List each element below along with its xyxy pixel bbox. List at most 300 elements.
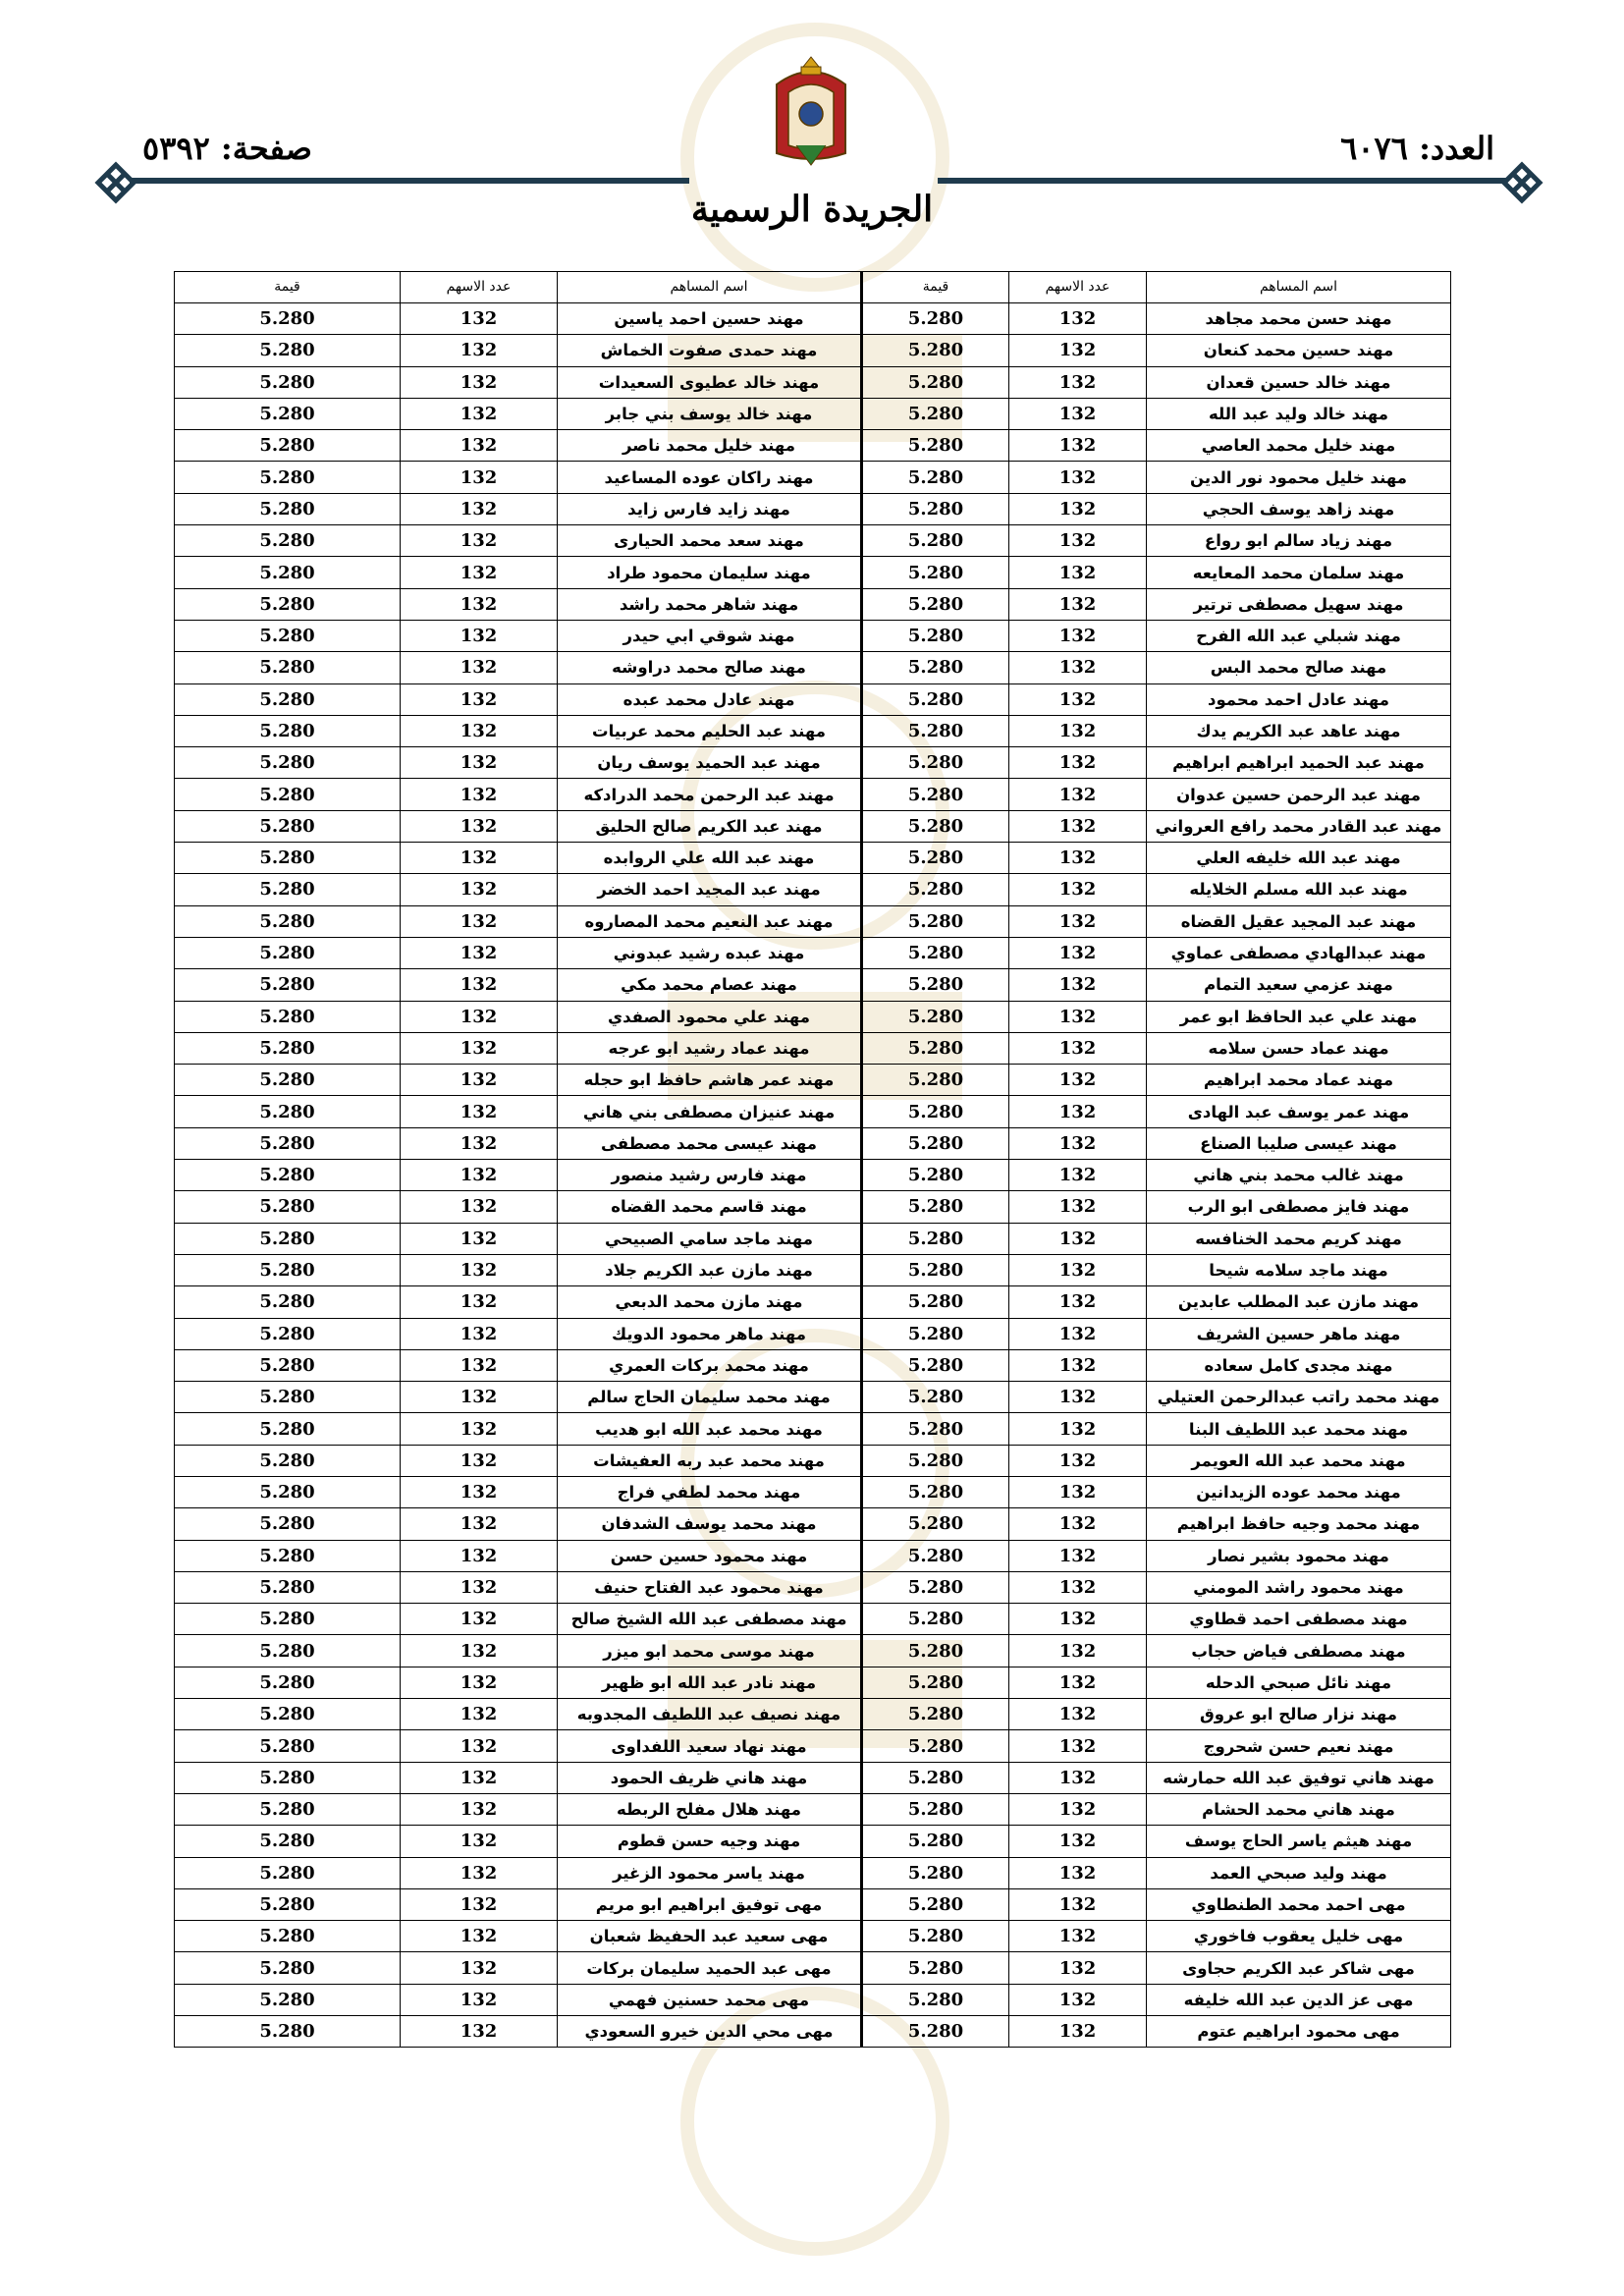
share-value: 5.280 xyxy=(862,1160,1009,1191)
share-count: 132 xyxy=(401,843,558,874)
share-value: 5.280 xyxy=(175,620,401,651)
share-count: 132 xyxy=(401,1127,558,1159)
table-row xyxy=(175,1699,1451,1730)
share-count: 132 xyxy=(1009,366,1147,398)
share-value: 5.280 xyxy=(175,1826,401,1857)
share-count: 132 xyxy=(401,1223,558,1254)
table-row xyxy=(175,1223,1451,1254)
share-count: 132 xyxy=(1009,1921,1147,1952)
shareholder-name: مهند عمر هاشم حافظ ابو حجله xyxy=(558,1065,862,1096)
shareholder-name: مهند محمد بركات العمري xyxy=(558,1349,862,1381)
share-count: 132 xyxy=(1009,525,1147,557)
share-value: 5.280 xyxy=(862,1699,1009,1730)
table-header-row xyxy=(175,272,1451,303)
shareholder-name: مهند مازن عبد الكريم جلاد xyxy=(558,1254,862,1285)
share-value: 5.280 xyxy=(862,715,1009,746)
shareholder-name: مهند عزمي سعيد التمام xyxy=(1147,969,1451,1001)
share-count: 132 xyxy=(1009,1730,1147,1762)
shareholder-name: مهند عماد محمد ابراهيم xyxy=(1147,1065,1451,1096)
share-count: 132 xyxy=(1009,1445,1147,1476)
shareholder-name: مهند عادل محمد عبده xyxy=(558,683,862,715)
share-count: 132 xyxy=(401,1096,558,1127)
jordan-coat-of-arms-icon xyxy=(769,55,853,169)
shareholder-name: مهند مازن محمد الدبعي xyxy=(558,1286,862,1318)
shareholder-name: مهند عبد الله مسلم الخلايله xyxy=(1147,874,1451,905)
share-count: 132 xyxy=(1009,937,1147,968)
share-count: 132 xyxy=(1009,1888,1147,1920)
share-value: 5.280 xyxy=(175,905,401,937)
share-count: 132 xyxy=(1009,1476,1147,1507)
share-count: 132 xyxy=(1009,969,1147,1001)
share-value: 5.280 xyxy=(175,1730,401,1762)
table-row xyxy=(175,430,1451,462)
shareholder-name: مهند عبد الحميد ابراهيم ابراهيم xyxy=(1147,747,1451,779)
share-count: 132 xyxy=(401,1635,558,1667)
share-value: 5.280 xyxy=(175,1571,401,1603)
share-count: 132 xyxy=(401,1476,558,1507)
shareholder-name: مهند هيثم ياسر الحاج يوسف xyxy=(1147,1826,1451,1857)
share-value: 5.280 xyxy=(862,493,1009,524)
share-count: 132 xyxy=(401,1952,558,1984)
table-row xyxy=(175,1730,1451,1762)
shareholder-name: مهى محي الدين خيرو السعودي xyxy=(558,2016,862,2048)
share-value: 5.280 xyxy=(175,1699,401,1730)
share-value: 5.280 xyxy=(175,874,401,905)
shareholder-name: مهند عماد حسن سلامه xyxy=(1147,1032,1451,1064)
table-row xyxy=(175,588,1451,620)
shareholder-name: مهند مصطفى عبد الله الشيخ صالح xyxy=(558,1604,862,1635)
shareholder-name: مهى عبد الحميد سليمان بركات xyxy=(558,1952,862,1984)
shareholder-name: مهند خالد وليد عبد الله xyxy=(1147,398,1451,429)
share-value: 5.280 xyxy=(175,430,401,462)
share-count: 132 xyxy=(1009,398,1147,429)
share-count: 132 xyxy=(1009,1984,1147,2015)
share-value: 5.280 xyxy=(175,1223,401,1254)
share-value: 5.280 xyxy=(175,303,401,335)
share-count: 132 xyxy=(401,1318,558,1349)
table-row xyxy=(175,1349,1451,1381)
shareholder-name: مهند زاهد يوسف الحجي xyxy=(1147,493,1451,524)
shareholder-name: مهند ياسر محمود الزغير xyxy=(558,1857,862,1888)
share-count: 132 xyxy=(1009,1952,1147,1984)
share-count: 132 xyxy=(1009,493,1147,524)
shareholder-name: مهند راكان عوده المساعيد xyxy=(558,462,862,493)
share-value: 5.280 xyxy=(862,1349,1009,1381)
shareholder-name: مهند محمد لطفي فراج xyxy=(558,1476,862,1507)
shareholder-name: مهند محمد عوده الزيدانين xyxy=(1147,1476,1451,1507)
share-value: 5.280 xyxy=(175,1286,401,1318)
share-value: 5.280 xyxy=(175,1635,401,1667)
table-row xyxy=(175,1160,1451,1191)
share-count: 132 xyxy=(1009,1223,1147,1254)
share-count: 132 xyxy=(401,1065,558,1096)
shareholder-name: مهند كريم محمد الخنافسه xyxy=(1147,1223,1451,1254)
share-count: 132 xyxy=(401,874,558,905)
share-value: 5.280 xyxy=(175,1254,401,1285)
share-count: 132 xyxy=(401,1445,558,1476)
share-value: 5.280 xyxy=(862,1001,1009,1032)
page-number: صفحة: ٥٣٩٢ xyxy=(142,130,312,167)
share-value: 5.280 xyxy=(862,1793,1009,1825)
table-row xyxy=(175,1826,1451,1857)
table-row xyxy=(175,810,1451,842)
share-count: 132 xyxy=(1009,1318,1147,1349)
share-count: 132 xyxy=(1009,1571,1147,1603)
shareholder-name: مهند موسى محمد ابو ميزر xyxy=(558,1635,862,1667)
share-value: 5.280 xyxy=(862,1984,1009,2015)
share-count: 132 xyxy=(1009,1286,1147,1318)
share-count: 132 xyxy=(1009,303,1147,335)
table-row xyxy=(175,1540,1451,1571)
share-count: 132 xyxy=(401,1001,558,1032)
share-value: 5.280 xyxy=(862,620,1009,651)
shareholder-name: مهند خالد عطيوى السعيدات xyxy=(558,366,862,398)
share-value: 5.280 xyxy=(175,335,401,366)
shareholder-name: مهند نعيم حسن شحروج xyxy=(1147,1730,1451,1762)
shareholder-name: مهند عبد الرحمن محمد الدرادكه xyxy=(558,779,862,810)
share-count: 132 xyxy=(401,1667,558,1698)
share-count: 132 xyxy=(401,1604,558,1635)
share-count: 132 xyxy=(401,715,558,746)
share-value: 5.280 xyxy=(862,1667,1009,1698)
shareholder-name: مهند محمود بشير نصار xyxy=(1147,1540,1451,1571)
shareholder-name: مهند حسين محمد كنعان xyxy=(1147,335,1451,366)
shareholder-name: مهند محمد وجيه حافظ ابراهيم xyxy=(1147,1508,1451,1540)
table-row xyxy=(175,1888,1451,1920)
share-value: 5.280 xyxy=(862,2016,1009,2048)
share-value: 5.280 xyxy=(862,1191,1009,1223)
table-row xyxy=(175,1762,1451,1793)
column-header: اسم المساهم xyxy=(558,272,862,303)
share-value: 5.280 xyxy=(862,1730,1009,1762)
share-value: 5.280 xyxy=(175,1984,401,2015)
share-count: 132 xyxy=(1009,1032,1147,1064)
share-count: 132 xyxy=(401,1413,558,1445)
table-row xyxy=(175,1286,1451,1318)
share-count: 132 xyxy=(401,1793,558,1825)
shareholder-name: مهى محمد حسنين فهمي xyxy=(558,1984,862,2015)
share-count: 132 xyxy=(1009,874,1147,905)
shareholder-name: مهند عبد القادر محمد رافع العرواني xyxy=(1147,810,1451,842)
share-value: 5.280 xyxy=(862,1762,1009,1793)
share-count: 132 xyxy=(1009,620,1147,651)
share-value: 5.280 xyxy=(862,843,1009,874)
share-value: 5.280 xyxy=(862,1571,1009,1603)
shareholder-name: مهند نائل صبحي الدحله xyxy=(1147,1667,1451,1698)
table-row xyxy=(175,1635,1451,1667)
share-value: 5.280 xyxy=(862,462,1009,493)
share-count: 132 xyxy=(1009,1382,1147,1413)
share-value: 5.280 xyxy=(862,683,1009,715)
shareholder-name: مهند خليل محمود نور الدين xyxy=(1147,462,1451,493)
share-count: 132 xyxy=(401,1160,558,1191)
share-count: 132 xyxy=(401,937,558,968)
share-count: 132 xyxy=(401,430,558,462)
shareholder-name: مهند حسن محمد مجاهد xyxy=(1147,303,1451,335)
table-row xyxy=(175,2016,1451,2048)
table-row xyxy=(175,493,1451,524)
share-value: 5.280 xyxy=(862,303,1009,335)
share-value: 5.280 xyxy=(175,462,401,493)
share-value: 5.280 xyxy=(175,588,401,620)
column-header: اسم المساهم xyxy=(1147,272,1451,303)
share-value: 5.280 xyxy=(175,1032,401,1064)
table-row xyxy=(175,652,1451,683)
share-value: 5.280 xyxy=(175,1096,401,1127)
share-value: 5.280 xyxy=(175,937,401,968)
shareholder-name: مهند عبد الحليم محمد عربيات xyxy=(558,715,862,746)
share-value: 5.280 xyxy=(175,1888,401,1920)
share-value: 5.280 xyxy=(175,1604,401,1635)
shareholder-name: مهند عبدالهادي مصطفى عماوي xyxy=(1147,937,1451,968)
share-count: 132 xyxy=(401,493,558,524)
share-value: 5.280 xyxy=(175,747,401,779)
share-value: 5.280 xyxy=(175,1318,401,1349)
share-value: 5.280 xyxy=(175,1160,401,1191)
share-value: 5.280 xyxy=(175,779,401,810)
share-count: 132 xyxy=(401,1508,558,1540)
share-count: 132 xyxy=(1009,843,1147,874)
share-value: 5.280 xyxy=(175,1921,401,1952)
shareholder-name: مهند عبد الحميد يوسف ريان xyxy=(558,747,862,779)
share-value: 5.280 xyxy=(175,1762,401,1793)
shareholder-name: مهند شوقي ابي حيدر xyxy=(558,620,862,651)
table-row xyxy=(175,1857,1451,1888)
share-value: 5.280 xyxy=(175,557,401,588)
share-value: 5.280 xyxy=(862,1952,1009,1984)
share-count: 132 xyxy=(1009,1349,1147,1381)
share-count: 132 xyxy=(1009,588,1147,620)
share-count: 132 xyxy=(401,1984,558,2015)
table-row xyxy=(175,398,1451,429)
share-value: 5.280 xyxy=(862,335,1009,366)
share-count: 132 xyxy=(401,683,558,715)
table-row xyxy=(175,843,1451,874)
share-count: 132 xyxy=(1009,715,1147,746)
shareholder-name: مهند ماهر حسين الشريف xyxy=(1147,1318,1451,1349)
shareholder-name: مهى عز الدين عبد الله خليفه xyxy=(1147,1984,1451,2015)
share-value: 5.280 xyxy=(175,1349,401,1381)
table-row xyxy=(175,937,1451,968)
share-value: 5.280 xyxy=(175,2016,401,2048)
share-count: 132 xyxy=(1009,1826,1147,1857)
share-value: 5.280 xyxy=(175,1413,401,1445)
shareholder-name: مهند وليد صبحي العمد xyxy=(1147,1857,1451,1888)
shareholder-name: مهند صالح محمد دراوشه xyxy=(558,652,862,683)
share-value: 5.280 xyxy=(862,1127,1009,1159)
shareholder-name: مهند هاني ظريف الحمود xyxy=(558,1762,862,1793)
share-value: 5.280 xyxy=(862,1508,1009,1540)
share-value: 5.280 xyxy=(175,398,401,429)
share-count: 132 xyxy=(1009,1508,1147,1540)
table-row xyxy=(175,335,1451,366)
share-count: 132 xyxy=(1009,810,1147,842)
header-rule-right xyxy=(938,178,1507,184)
table-row xyxy=(175,1667,1451,1698)
share-count: 132 xyxy=(401,1032,558,1064)
shareholder-name: مهند محمد عبد اللطيف البنا xyxy=(1147,1413,1451,1445)
share-count: 132 xyxy=(401,1540,558,1571)
share-count: 132 xyxy=(1009,1604,1147,1635)
table-row xyxy=(175,969,1451,1001)
share-count: 132 xyxy=(1009,1191,1147,1223)
share-value: 5.280 xyxy=(862,779,1009,810)
share-value: 5.280 xyxy=(175,1952,401,1984)
share-value: 5.280 xyxy=(175,1540,401,1571)
share-value: 5.280 xyxy=(862,1635,1009,1667)
share-count: 132 xyxy=(401,1286,558,1318)
table-row xyxy=(175,1984,1451,2015)
share-count: 132 xyxy=(1009,1857,1147,1888)
table-row xyxy=(175,1191,1451,1223)
shareholder-name: مهند خالد حسين قعدان xyxy=(1147,366,1451,398)
share-count: 132 xyxy=(401,2016,558,2048)
shareholder-name: مهند عبد الله علي الروابده xyxy=(558,843,862,874)
shareholder-name: مهند سعد محمد الحيارى xyxy=(558,525,862,557)
share-value: 5.280 xyxy=(862,652,1009,683)
share-value: 5.280 xyxy=(175,1793,401,1825)
shareholder-name: مهند غالب محمد بني هاني xyxy=(1147,1160,1451,1191)
shareholder-name: مهند علي محمود الصفدي xyxy=(558,1001,862,1032)
share-count: 132 xyxy=(1009,1667,1147,1698)
shareholder-name: مهند محمد عبد الله ابو هديب xyxy=(558,1413,862,1445)
table-row xyxy=(175,1476,1451,1507)
share-value: 5.280 xyxy=(175,525,401,557)
share-count: 132 xyxy=(401,1730,558,1762)
share-value: 5.280 xyxy=(175,1445,401,1476)
share-count: 132 xyxy=(401,303,558,335)
table-row xyxy=(175,1127,1451,1159)
table-row xyxy=(175,1001,1451,1032)
share-count: 132 xyxy=(401,462,558,493)
shareholder-name: مهى محمود ابراهيم عتوم xyxy=(1147,2016,1451,2048)
table-row xyxy=(175,1508,1451,1540)
column-header: عدد الاسهم xyxy=(1009,272,1147,303)
share-value: 5.280 xyxy=(862,1476,1009,1507)
gazette-title: الجريدة الرسمية xyxy=(690,189,934,230)
shareholder-name: مهند خليل محمد ناصر xyxy=(558,430,862,462)
shareholder-name: مهند زياد سالم ابو رواع xyxy=(1147,525,1451,557)
table-row xyxy=(175,874,1451,905)
table-row xyxy=(175,620,1451,651)
share-value: 5.280 xyxy=(862,1065,1009,1096)
share-count: 132 xyxy=(1009,335,1147,366)
shareholder-name: مهند عبد المجيد احمد الخضر xyxy=(558,874,862,905)
share-count: 132 xyxy=(401,779,558,810)
table-row xyxy=(175,1445,1451,1476)
share-value: 5.280 xyxy=(862,1096,1009,1127)
shareholder-name: مهند عاهد عبد الكريم يدك xyxy=(1147,715,1451,746)
shareholder-name: مهند هاني توفيق عبد الله حمارشه xyxy=(1147,1762,1451,1793)
share-value: 5.280 xyxy=(175,683,401,715)
shareholder-name: مهند محمد يوسف الشدفان xyxy=(558,1508,862,1540)
share-count: 132 xyxy=(1009,1699,1147,1730)
shareholder-name: مهند محمد عبد الله العويمر xyxy=(1147,1445,1451,1476)
share-count: 132 xyxy=(1009,1413,1147,1445)
share-value: 5.280 xyxy=(175,969,401,1001)
shareholder-name: مهند عبد النعيم محمد المصاروه xyxy=(558,905,862,937)
table-row xyxy=(175,1604,1451,1635)
shareholder-name: مهند سهيل مصطفى ترتير xyxy=(1147,588,1451,620)
share-count: 132 xyxy=(401,1826,558,1857)
share-value: 5.280 xyxy=(175,652,401,683)
shareholder-name: مهند خالد يوسف بني جابر xyxy=(558,398,862,429)
share-count: 132 xyxy=(401,1191,558,1223)
shareholder-name: مهى خليل يعقوب فاخوري xyxy=(1147,1921,1451,1952)
shareholder-name: مهند صالح محمد البس xyxy=(1147,652,1451,683)
table-row xyxy=(175,715,1451,746)
share-value: 5.280 xyxy=(175,493,401,524)
shareholder-name: مهند وجيه حسن قطوم xyxy=(558,1826,862,1857)
shareholder-name: مهند نهاد سعيد اللفداوى xyxy=(558,1730,862,1762)
share-count: 132 xyxy=(1009,1635,1147,1667)
share-value: 5.280 xyxy=(862,1413,1009,1445)
share-count: 132 xyxy=(401,1571,558,1603)
share-value: 5.280 xyxy=(175,1476,401,1507)
table-row xyxy=(175,779,1451,810)
share-value: 5.280 xyxy=(175,1857,401,1888)
shareholder-name: مهند عبد الكريم صالح الحليق xyxy=(558,810,862,842)
share-count: 132 xyxy=(401,588,558,620)
share-value: 5.280 xyxy=(862,1540,1009,1571)
share-count: 132 xyxy=(401,525,558,557)
table-row xyxy=(175,747,1451,779)
share-count: 132 xyxy=(401,1921,558,1952)
shareholder-name: مهند عماد رشيد ابو عرجه xyxy=(558,1032,862,1064)
share-value: 5.280 xyxy=(175,1191,401,1223)
shareholder-name: مهند محمود عبد الفتاح حنيف xyxy=(558,1571,862,1603)
share-count: 132 xyxy=(1009,1127,1147,1159)
header-rule-left xyxy=(130,178,689,184)
shareholder-name: مهند حمدى صفوت الخماش xyxy=(558,335,862,366)
share-count: 132 xyxy=(401,366,558,398)
shareholder-name: مهند محمد راتب عبدالرحمن العتيلي xyxy=(1147,1382,1451,1413)
share-value: 5.280 xyxy=(862,1382,1009,1413)
table-row xyxy=(175,1096,1451,1127)
share-count: 132 xyxy=(401,810,558,842)
share-value: 5.280 xyxy=(175,1382,401,1413)
share-value: 5.280 xyxy=(862,366,1009,398)
shareholder-name: مهند زايد فارس زايد xyxy=(558,493,862,524)
column-header: عدد الاسهم xyxy=(401,272,558,303)
shareholder-name: مهند ماجد سامي الصبيحي xyxy=(558,1223,862,1254)
shareholder-name: مهند فايز مصطفى ابو الرب xyxy=(1147,1191,1451,1223)
share-count: 132 xyxy=(1009,1540,1147,1571)
column-header: قيمة xyxy=(862,272,1009,303)
shareholder-name: مهند قاسم محمد القضاه xyxy=(558,1191,862,1223)
share-value: 5.280 xyxy=(862,1032,1009,1064)
shareholder-name: مهى احمد محمد الطنطاوي xyxy=(1147,1888,1451,1920)
share-count: 132 xyxy=(1009,1001,1147,1032)
shareholder-name: مهند مصطفى احمد قطاوي xyxy=(1147,1604,1451,1635)
share-value: 5.280 xyxy=(862,1223,1009,1254)
share-count: 132 xyxy=(401,620,558,651)
shareholder-name: مهند عبد الرحمن حسين عدوان xyxy=(1147,779,1451,810)
share-count: 132 xyxy=(1009,557,1147,588)
shareholder-name: مهند شبلي عبد الله الفرح xyxy=(1147,620,1451,651)
table-row xyxy=(175,1413,1451,1445)
share-count: 132 xyxy=(1009,779,1147,810)
share-value: 5.280 xyxy=(862,1604,1009,1635)
share-count: 132 xyxy=(1009,1065,1147,1096)
share-count: 132 xyxy=(1009,683,1147,715)
table-row xyxy=(175,1032,1451,1064)
shareholder-name: مهند خليل محمد العاصي xyxy=(1147,430,1451,462)
share-value: 5.280 xyxy=(862,874,1009,905)
share-value: 5.280 xyxy=(862,905,1009,937)
share-count: 132 xyxy=(1009,430,1147,462)
share-count: 132 xyxy=(401,1349,558,1381)
